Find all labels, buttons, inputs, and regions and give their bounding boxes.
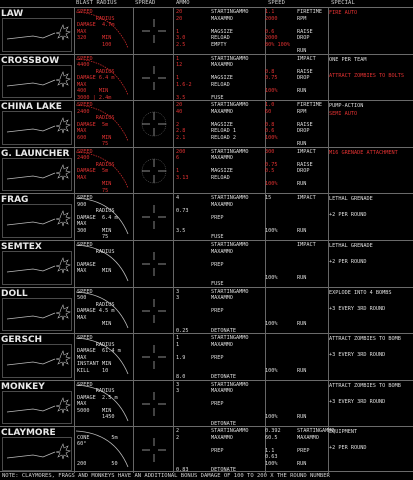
speed-labels: RUN: [297, 414, 307, 421]
special-line: ONE PER TEAM: [329, 56, 367, 63]
speed-values: 1.0 60 0.8 0.6 100%: [265, 102, 278, 141]
blast-radius-values: SPEED RADIUS DAMAGE 61.4 m MAX INSTANT MIN KILL 10: [77, 335, 121, 374]
speed-labels: FIRETIME RPM RAISE DROP RUN: [297, 102, 322, 148]
header-spread: SPREAD: [135, 0, 156, 6]
blast-radius-values: SPEED 4400 RADIUS DAMAGE 6.4 m MAX 400 MIN 3000 | 2.4m: [77, 55, 115, 101]
ammo-values: 1 1 1.9 8.0: [176, 335, 186, 381]
special-line: M16 GRENADE ATTACHMENT: [329, 149, 398, 156]
special-notes: [329, 289, 412, 313]
ammo-labels: STARTINGAMMO MAXAMMO MAGSIZE RELOAD FUSE: [211, 55, 249, 101]
weapon-sketch-icon: [3, 438, 73, 472]
speed-labels: IMPACT RAISE DROP RUN: [297, 55, 316, 95]
special-line: EQUIPMENT: [329, 429, 358, 436]
header-special: SPECIAL: [331, 0, 355, 6]
ammo-values: 1 12 1 1.6-2 3.5: [176, 55, 192, 101]
special-notes: [329, 149, 412, 157]
blast-radius-values: SPEED RADIUS DAMAGE 2.5 m MAX 5000 MIN 1450: [77, 381, 118, 421]
weapon-illustration: [2, 298, 72, 332]
special-line: +2 PER ROUND: [329, 212, 367, 219]
speed-labels: STARTINGAMMO MAXAMMO PREP RUN: [297, 428, 335, 467]
weapon-name: GERSCH: [1, 335, 43, 346]
speed-values: 100%: [265, 367, 278, 374]
weapon-row-doll: [0, 287, 413, 334]
special-line: [329, 250, 412, 258]
weapon-illustration: [2, 437, 72, 471]
speed-values: 0.392 60.5 1.1 0.63 100%: [265, 428, 281, 467]
special-line: LETHAL GRENADE: [329, 196, 373, 203]
weapon-row-semtex: [0, 240, 413, 287]
header-ammo: AMMO: [176, 0, 190, 6]
weapon-name: LAW: [1, 9, 24, 19]
weapon-sketch-icon: [3, 66, 73, 100]
ammo-labels: STARTINGAMMO MAXAMMO PREP FUSE: [211, 242, 249, 287]
weapon-row-law: [0, 7, 413, 54]
weapon-row-crossbow: [0, 54, 413, 101]
special-line: [329, 64, 412, 72]
weapon-sketch-icon: [3, 159, 73, 193]
blast-radius-values: SPEED 2400 RADIUS DAMAGE 5m MAX MIN 75: [77, 148, 115, 194]
speed-labels: FIRETIME RPM RAISE DROP RUN: [297, 9, 322, 54]
speed-values: 100%: [265, 321, 278, 328]
weapon-row-g-launcher: [0, 147, 413, 194]
special-notes: [329, 9, 412, 17]
weapon-sketch-icon: [3, 299, 73, 333]
weapon-sketch-icon: [3, 19, 73, 53]
crosshair-icon: [134, 151, 174, 191]
crosshair-icon: [134, 291, 174, 331]
blast-radius-values: SPEED RADIUS DAMAGE MAX MIN: [77, 242, 115, 274]
weapon-row-china-lake: [0, 100, 413, 147]
header-blast-radius: BLAST RADIUS: [76, 0, 117, 6]
special-line: [329, 203, 412, 211]
weapon-name: CROSSBOW: [1, 55, 60, 66]
ammo-labels: STARTINGAMMO MAXAMMO MAGSIZE RELOAD EMPTY: [211, 9, 249, 48]
special-line: [329, 297, 412, 305]
crosshair-icon: [134, 197, 174, 237]
special-notes: [329, 242, 412, 266]
ammo-values: 3 3 0.25: [176, 288, 189, 334]
ammo-values: 20 40 2 2.8 2.1: [176, 102, 186, 141]
speed-values: 15 100%: [265, 195, 278, 234]
special-line: ATTRACT ZOMBIES TO BOMB: [329, 382, 401, 389]
special-notes: [329, 335, 412, 359]
special-line: +2 PER ROUND: [329, 445, 367, 452]
weapon-name: SEMTEX: [1, 242, 42, 252]
ammo-labels: STARTINGAMMO MAXAMMO PREP DETONATE: [211, 428, 249, 474]
speed-values: 300 0.75 0.5 100%: [265, 148, 278, 188]
special-notes: [329, 195, 412, 219]
ammo-labels: STARTINGAMMO MAXAMMO PREP DETONATE: [211, 381, 249, 427]
weapon-name: FRAG: [1, 195, 29, 206]
crosshair-icon: [134, 384, 174, 424]
special-line: ATTRACT ZOMBIES TO BOMB: [329, 336, 401, 343]
weapon-illustration: [2, 251, 72, 285]
special-notes: [329, 428, 412, 452]
crosshair-icon: [134, 11, 174, 51]
ammo-labels: STARTINGAMMO MAXAMMO PREP DETONATE: [211, 288, 249, 334]
weapon-sketch-icon: [3, 112, 73, 146]
weapon-illustration: [2, 158, 72, 192]
special-line: +3 EVERY 3RD ROUND: [329, 352, 386, 359]
blast-radius-values: SPEED 900 RADIUS DAMAGE 6.4 m MAX 300 MIN 75: [77, 195, 118, 241]
crosshair-icon: [134, 337, 174, 377]
special-line: LETHAL GRENADE: [329, 243, 373, 249]
ammo-values: 4 0.73 3.5: [176, 195, 189, 234]
ammo-labels: STARTINGAMMO MAXAMMO MAGSIZE RELOAD: [211, 148, 249, 181]
weapon-illustration: [2, 391, 72, 425]
crosshair-icon: [134, 430, 174, 470]
ammo-labels: STARTINGAMMO MAXAMMO PREP FUSE: [211, 195, 249, 241]
ammo-values: 200 6 1 3.13: [176, 148, 189, 181]
weapon-name: MONKEY: [1, 381, 45, 392]
speed-labels: IMPACT RUN: [297, 242, 316, 281]
blast-radius-values: CONE 5m 60° 200 50: [77, 434, 118, 467]
speed-labels: RUN: [297, 321, 307, 328]
weapon-illustration: [2, 204, 72, 238]
special-line: FIRE AUTO: [329, 10, 358, 16]
speed-values: 0.8 0.75 100%: [265, 68, 278, 95]
speed-values: 100%: [265, 274, 278, 281]
weapon-row-frag: [0, 193, 413, 240]
weapon-sketch-icon: [3, 345, 73, 379]
special-line: +2 PER ROUND: [329, 259, 367, 265]
special-line: +3 EVERY 3RD ROUND: [329, 398, 386, 405]
speed-values: 100%: [265, 414, 278, 421]
weapon-illustration: [2, 18, 72, 52]
blast-radius-values: SPEED 2400 RADIUS DAMAGE 5m MAX 600 MIN 75: [77, 102, 115, 148]
special-line: [329, 436, 412, 444]
weapon-illustration: [2, 65, 72, 99]
weapon-row-gersch: [0, 333, 413, 380]
blast-radius-values: SPEED RADIUS DAMAGE 4.7m MAX 320 MIN 100: [77, 9, 115, 48]
crosshair-icon: [134, 104, 174, 144]
weapon-illustration: [2, 344, 72, 378]
special-line: [329, 343, 412, 351]
weapon-name: CLAYMORE: [1, 428, 56, 439]
ammo-values: 3 3: [176, 381, 180, 395]
special-line: EXPLODE INTO 4 BOMBS: [329, 289, 392, 296]
speed-labels: IMPACT RAISE DROP RUN: [297, 148, 316, 188]
special-line: SEMI AUTO: [329, 111, 358, 118]
blast-radius-values: SPEED 500 RADIUS DAMAGE 4.5 m MAX MIN: [77, 288, 115, 328]
special-line: +3 EVERY 3RD ROUND: [329, 305, 386, 312]
speed-labels: RUN: [297, 367, 307, 374]
crosshair-icon: [134, 58, 174, 98]
weapon-row-monkey: [0, 380, 413, 427]
speed-values: 1.1 2000 0.6 2000 80% 100%: [265, 9, 290, 48]
special-line: ATTRACT ZOMBIES TO BOLTS: [329, 72, 404, 79]
weapon-sketch-icon: [3, 392, 73, 426]
ammo-values: 2 2 0.83: [176, 428, 189, 474]
weapon-name: G. LAUNCHER: [1, 148, 70, 159]
weapon-sketch-icon: [3, 252, 73, 286]
crosshair-icon: [134, 244, 174, 284]
speed-labels: IMPACT RUN: [297, 195, 316, 234]
footer-note: NOTE: CLAYMORES, FRAGS AND MONKEYS HAVE AN ADDITIONAL BONUS DAMAGE OF 100 TO 200 X THE ROUND NUMBER: [0, 471, 413, 480]
special-line: [329, 390, 412, 398]
ammo-labels: STARTINGAMMO MAXAMMO MAGSIZE RELOAD 1 RELOAD 2: [211, 102, 249, 141]
weapon-sketch-icon: [3, 205, 73, 239]
special-notes: [329, 382, 412, 406]
special-line: PUMP-ACTION: [329, 103, 364, 110]
special-notes: [329, 56, 412, 80]
header-speed: SPEED: [268, 0, 286, 6]
special-notes: [329, 102, 412, 118]
weapon-name: DOLL: [1, 288, 28, 299]
ammo-values: 20 20 1 3.0 2.5: [176, 9, 186, 48]
ammo-labels: STARTINGAMMO MAXAMMO PREP DETONATE: [211, 335, 249, 381]
weapon-illustration: [2, 111, 72, 145]
weapon-row-claymore: [0, 426, 413, 473]
weapon-name: CHINA LAKE: [1, 102, 62, 113]
